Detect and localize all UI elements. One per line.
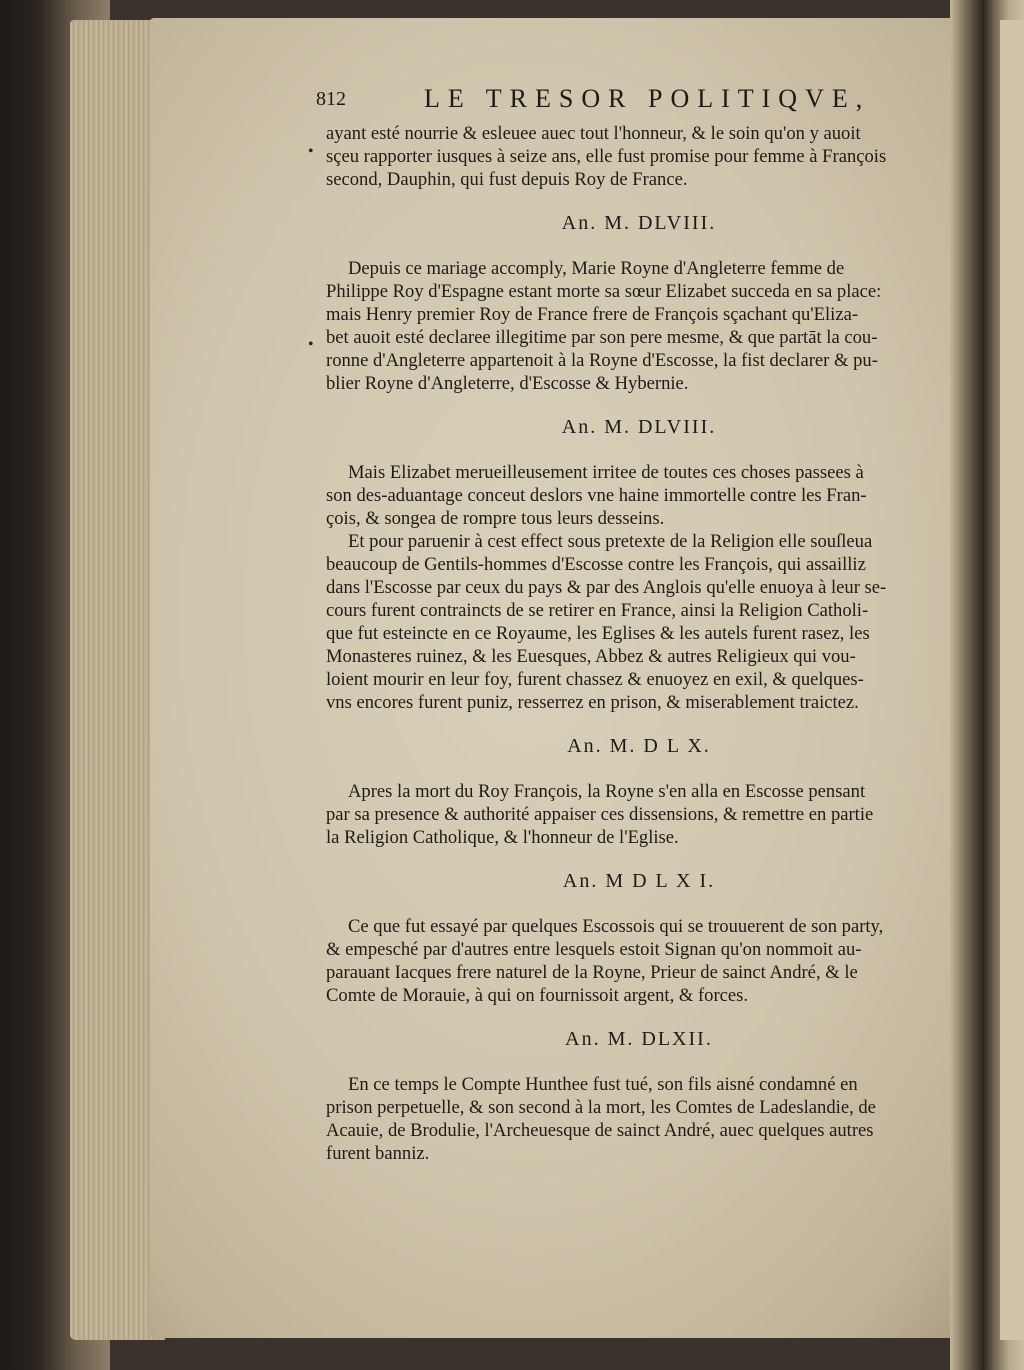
text-line: bet auoit esté declaree illegitime par son pere mesme, & que partāt la cou-	[326, 327, 878, 348]
text-line: ayant esté nourrie & esleuee auec tout l'honneur, & le soin qu'on y auoit	[326, 123, 861, 144]
margin-mark: •	[308, 143, 314, 160]
text-line: vns encores furent puniz, resserrez en prison, & miserablement traictez.	[326, 692, 859, 713]
text-line: Apres la mort du Roy François, la Royne s'en alla en Escosse pensant	[348, 781, 866, 802]
text-line: En ce temps le Compte Hunthee fust tué, son fils aisné condamné en	[348, 1074, 858, 1095]
text-line: par sa presence & authorité appaiser ces dissensions, & remettre en partie	[326, 804, 874, 825]
paragraph	[326, 257, 952, 395]
body-text	[326, 122, 952, 1165]
section-heading: An. M. D L X.	[567, 735, 711, 757]
paragraph	[326, 780, 952, 849]
section-heading: An. M. DLXII.	[565, 1028, 713, 1050]
text-line: prison perpetuelle, & son second à la mort, les Comtes de Ladeslandie, de	[326, 1097, 876, 1118]
text-line: la Religion Catholique, & l'honneur de l'Eglise.	[326, 827, 679, 848]
continuation-paragraph	[326, 122, 952, 191]
text-line: loient mourir en leur foy, furent chassez & enuoyez en exil, & quelques-	[326, 669, 864, 690]
text-line: Et pour paruenir à cest effect sous pretexte de la Religion elle souſleua	[348, 531, 873, 552]
text-line: cours furent contraincts de se retirer en France, ainsi la Religion Catholi-	[326, 600, 869, 621]
text-line: furent banniz.	[326, 1143, 430, 1164]
text-line: çois, & songea de rompre tous leurs desseins.	[326, 508, 665, 529]
text-line: mais Henry premier Roy de France frere de François sçachant qu'Eliza-	[326, 304, 859, 325]
paragraph	[326, 530, 952, 714]
text-line: que fut esteincte en ce Royaume, les Eglises & les autels furent rasez, les	[326, 623, 870, 644]
text-line: beaucoup de Gentils-hommes d'Escosse contre les François, qui assailliz	[326, 554, 866, 575]
text-line: parauant Iacques frere naturel de la Royne, Prieur de sainct André, & le	[326, 962, 858, 983]
paragraph	[326, 915, 952, 1007]
section-heading: An. M. DLVIII.	[561, 416, 717, 438]
text-line: son des-aduantage conceut deslors vne haine immortelle contre les Fran-	[326, 485, 867, 506]
text-line: ronne d'Angleterre appartenoit à la Royne d'Escosse, la fist declarer & pu-	[326, 350, 878, 371]
text-line: blier Royne d'Angleterre, d'Escosse & Hybernie.	[326, 373, 689, 394]
margin-mark: •	[308, 336, 314, 353]
text-line: Ce que fut essayé par quelques Escossois qui se trouuerent de son party,	[348, 916, 884, 937]
text-line: Depuis ce mariage accomply, Marie Royne d'Angleterre femme de	[348, 258, 845, 279]
section-heading: An. M. DLVIII.	[561, 212, 717, 234]
facing-page-edge	[1000, 20, 1024, 1340]
running-title: LE TRESOR POLITIQVE,	[424, 84, 871, 113]
paragraph	[326, 461, 952, 530]
text-line: Monasteres ruinez, & les Euesques, Abbez & autres Religieux qui vou-	[326, 646, 856, 667]
text-line: second, Dauphin, qui fust depuis Roy de France.	[326, 169, 688, 190]
text-line: sçeu rapporter iusques à seize ans, elle fust promise pour femme à François	[326, 146, 887, 167]
text-line: dans l'Escosse par ceux du pays & par des Anglois qu'elle enuoya à leur se-	[326, 577, 887, 598]
text-line: Philippe Roy d'Espagne estant morte sa sœur Elizabet succeda en sa place:	[326, 281, 882, 302]
section-heading: An. M D L X I.	[562, 870, 716, 892]
text-line: Comte de Morauie, à qui on fournissoit argent, & forces.	[326, 985, 749, 1006]
text-line: Mais Elizabet merueilleusement irritee de toutes ces choses passees à	[348, 462, 864, 483]
text-line: & empesché par d'autres entre lesquels estoit Signan qu'on nommoit au-	[326, 939, 862, 960]
page-number: 812	[316, 88, 346, 110]
text-line: Acauie, de Brodulie, l'Archeuesque de sainct André, auec quelques autres	[326, 1120, 874, 1141]
paragraph	[326, 1073, 952, 1165]
